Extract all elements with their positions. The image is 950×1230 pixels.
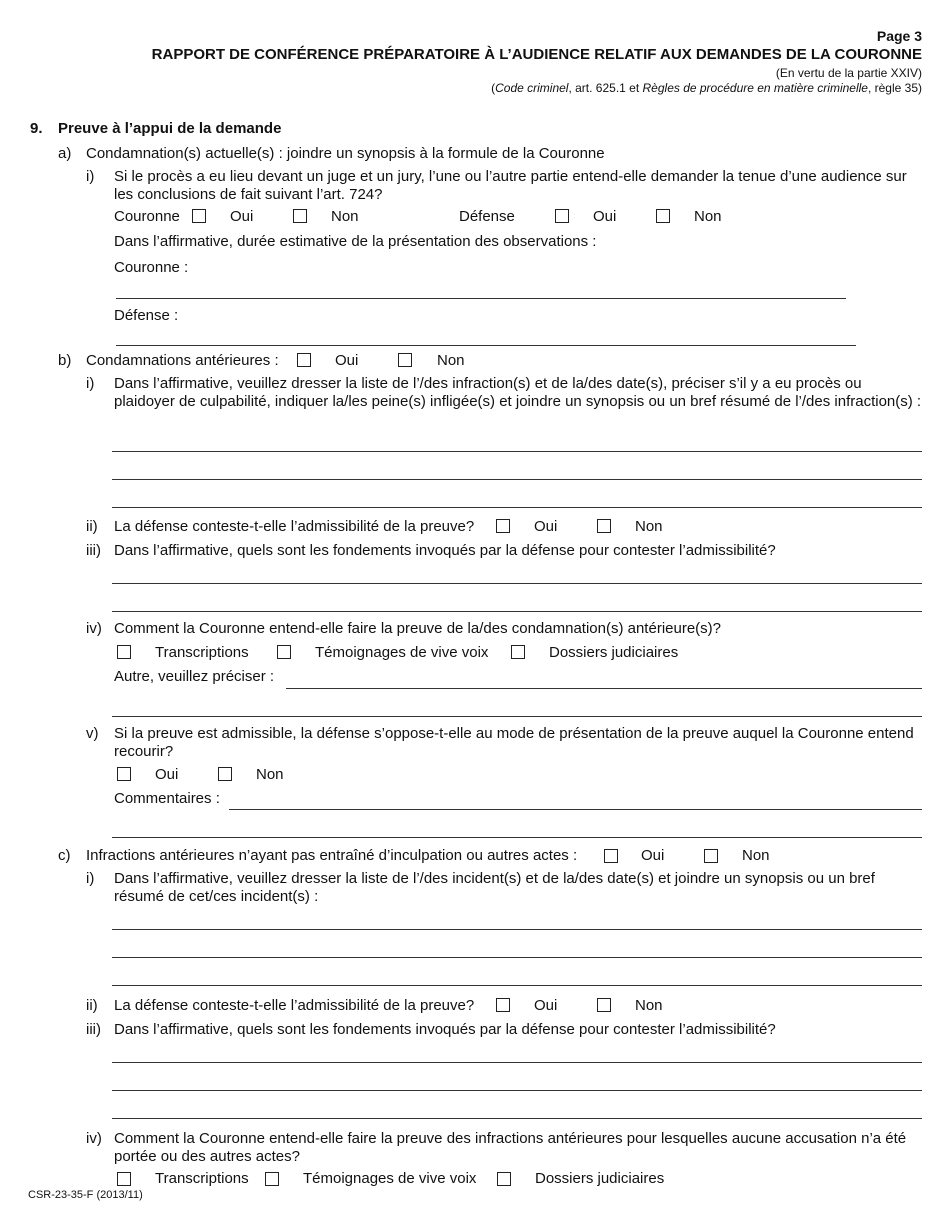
c-ii-label: ii)	[86, 997, 98, 1014]
a-defense-oui-checkbox[interactable]	[555, 209, 569, 223]
b-v-text: Si la preuve est admissible, la défense s’oppose-t-elle au mode de présentation de la preuve auquel la Couronne entend recourir?	[114, 725, 914, 760]
b-commentaires-line[interactable]	[229, 809, 922, 810]
c-i-label: i)	[86, 870, 95, 887]
c-oui-label: Oui	[641, 847, 665, 864]
a-defense-field-label: Défense :	[114, 307, 179, 324]
c-label: c)	[58, 847, 71, 864]
b-i-answer-line[interactable]	[112, 479, 922, 480]
b-i-text: Dans l’affirmative, veuillez dresser la liste de l’/des infraction(s) et de la/des date(s), préciser s’il y a eu procès ou plaidoyer de culpabilité, indiquer la/les peine(s) infligée(s) et joindre un synopsis ou un bref résumé de l’/des infraction(s) :	[114, 375, 922, 410]
b-temoignages-label: Témoignages de vive voix	[315, 644, 489, 661]
c-temoignages-checkbox[interactable]	[265, 1172, 279, 1186]
b-v-non-checkbox[interactable]	[218, 767, 232, 781]
c-iii-answer-line[interactable]	[112, 1062, 922, 1063]
form-title: RAPPORT DE CONFÉRENCE PRÉPARATOIRE À L’AUDIENCE RELATIF AUX DEMANDES DE LA COURONNE	[151, 46, 922, 63]
b-autre-line[interactable]	[112, 716, 922, 717]
b-i-label: i)	[86, 375, 95, 392]
b-i-answer-line[interactable]	[112, 451, 922, 452]
c-i-text: Dans l’affirmative, veuillez dresser la liste de l’/des incident(s) et de la/des date(s) et joindre un synopsis ou un bref résumé de cet/ces incident(s) :	[114, 870, 875, 905]
b-label: b)	[58, 352, 72, 369]
b-autre-label: Autre, veuillez préciser :	[114, 668, 275, 685]
c-i-answer-line[interactable]	[112, 957, 922, 958]
b-iv-text: Comment la Couronne entend-elle faire la preuve de la/des condamnation(s) antérieure(s)?	[114, 620, 722, 637]
b-ii-text: La défense conteste-t-elle l’admissibilité de la preuve?	[114, 518, 475, 535]
a-defense-oui-label: Oui	[593, 208, 617, 225]
c-ii-oui-checkbox[interactable]	[496, 998, 510, 1012]
a-i-text: Si le procès a eu lieu devant un juge et un jury, l’une ou l’autre partie entend-elle demander la tenue d’une audience sur les conclusions de fait suivant l’art. 724?	[114, 168, 907, 203]
a-i-label: i)	[86, 168, 95, 185]
b-commentaires-line[interactable]	[112, 837, 922, 838]
b-oui-label: Oui	[335, 352, 359, 369]
c-temoignages-label: Témoignages de vive voix	[303, 1170, 477, 1187]
c-non-label: Non	[742, 847, 770, 864]
b-iii-label: iii)	[86, 542, 101, 559]
b-ii-oui-label: Oui	[534, 518, 558, 535]
section-number: 9.	[30, 120, 43, 137]
a-couronne-field-label: Couronne :	[114, 259, 189, 276]
section-title: Preuve à l’appui de la demande	[58, 120, 282, 137]
b-dossiers-checkbox[interactable]	[511, 645, 525, 659]
b-iii-answer-line[interactable]	[112, 611, 922, 612]
c-transcriptions-checkbox[interactable]	[117, 1172, 131, 1186]
form-subtitle-authority	[491, 81, 922, 95]
b-transcriptions-label: Transcriptions	[155, 644, 249, 661]
c-iv-text: Comment la Couronne entend-elle faire la preuve des infractions antérieures pour lesquelles aucune accusation n’a été portée ou des autres actes?	[114, 1130, 907, 1165]
c-ii-oui-label: Oui	[534, 997, 558, 1014]
c-ii-non-label: Non	[635, 997, 663, 1014]
regles-procedure: Règles de procédure en matière criminelle	[642, 81, 868, 95]
c-dossiers-label: Dossiers judiciaires	[535, 1170, 665, 1187]
a-couronne-non-label: Non	[331, 208, 359, 225]
a-text: Condamnation(s) actuelle(s) : joindre un synopsis à la formule de la Couronne	[86, 145, 605, 162]
b-autre-line[interactable]	[286, 688, 922, 689]
c-non-checkbox[interactable]	[704, 849, 718, 863]
page-number: Page 3	[876, 28, 922, 44]
a-couronne-non-checkbox[interactable]	[293, 209, 307, 223]
c-i-answer-line[interactable]	[112, 929, 922, 930]
b-dossiers-label: Dossiers judiciaires	[549, 644, 679, 661]
b-v-non-label: Non	[256, 766, 284, 783]
c-ii-non-checkbox[interactable]	[597, 998, 611, 1012]
a-estimate-text: Dans l’affirmative, durée estimative de la présentation des observations :	[114, 233, 597, 250]
b-transcriptions-checkbox[interactable]	[117, 645, 131, 659]
b-oui-checkbox[interactable]	[297, 353, 311, 367]
b-non-checkbox[interactable]	[398, 353, 412, 367]
b-i-answer-line[interactable]	[112, 507, 922, 508]
b-temoignages-checkbox[interactable]	[277, 645, 291, 659]
c-text: Infractions antérieures n’ayant pas entraîné d’inculpation ou autres actes :	[86, 847, 578, 864]
c-iii-label: iii)	[86, 1021, 101, 1038]
subtitle-open: (	[491, 81, 496, 95]
c-i-answer-line[interactable]	[112, 985, 922, 986]
a-defense-non-label: Non	[694, 208, 722, 225]
a-couronne-oui-checkbox[interactable]	[192, 209, 206, 223]
b-ii-label: ii)	[86, 518, 98, 535]
a-couronne-label: Couronne	[114, 208, 180, 225]
subtitle-end: , règle 35)	[867, 81, 922, 95]
b-iii-text: Dans l’affirmative, quels sont les fondements invoqués par la défense pour contester l’admissibilité?	[114, 542, 776, 559]
b-ii-non-label: Non	[635, 518, 663, 535]
a-label: a)	[58, 145, 72, 162]
form-subtitle-part: (En vertu de la partie XXIV)	[775, 66, 922, 80]
a-couronne-oui-label: Oui	[230, 208, 254, 225]
a-defense-non-checkbox[interactable]	[656, 209, 670, 223]
b-v-oui-label: Oui	[155, 766, 179, 783]
b-v-label: v)	[86, 725, 99, 742]
b-ii-non-checkbox[interactable]	[597, 519, 611, 533]
b-ii-oui-checkbox[interactable]	[496, 519, 510, 533]
b-v-oui-checkbox[interactable]	[117, 767, 131, 781]
c-dossiers-checkbox[interactable]	[497, 1172, 511, 1186]
b-non-label: Non	[437, 352, 465, 369]
code-criminel: Code criminel	[495, 81, 569, 95]
c-iv-label: iv)	[86, 1130, 102, 1147]
a-couronne-duration-line[interactable]	[116, 298, 846, 299]
subtitle-mid: , art. 625.1 et	[568, 81, 643, 95]
c-ii-text: La défense conteste-t-elle l’admissibilité de la preuve?	[114, 997, 475, 1014]
b-iv-label: iv)	[86, 620, 102, 637]
c-transcriptions-label: Transcriptions	[155, 1170, 249, 1187]
a-defense-label: Défense	[459, 208, 515, 225]
form-code: CSR-23-35-F (2013/11)	[28, 1189, 143, 1201]
b-commentaires-label: Commentaires :	[114, 790, 220, 807]
c-oui-checkbox[interactable]	[604, 849, 618, 863]
b-text: Condamnations antérieures :	[86, 352, 279, 369]
c-iii-text: Dans l’affirmative, quels sont les fondements invoqués par la défense pour contester l’admissibilité?	[114, 1021, 776, 1038]
c-iii-answer-line[interactable]	[112, 1090, 922, 1091]
b-iii-answer-line[interactable]	[112, 583, 922, 584]
a-defense-duration-line[interactable]	[116, 345, 856, 346]
c-iii-answer-line[interactable]	[112, 1118, 922, 1119]
